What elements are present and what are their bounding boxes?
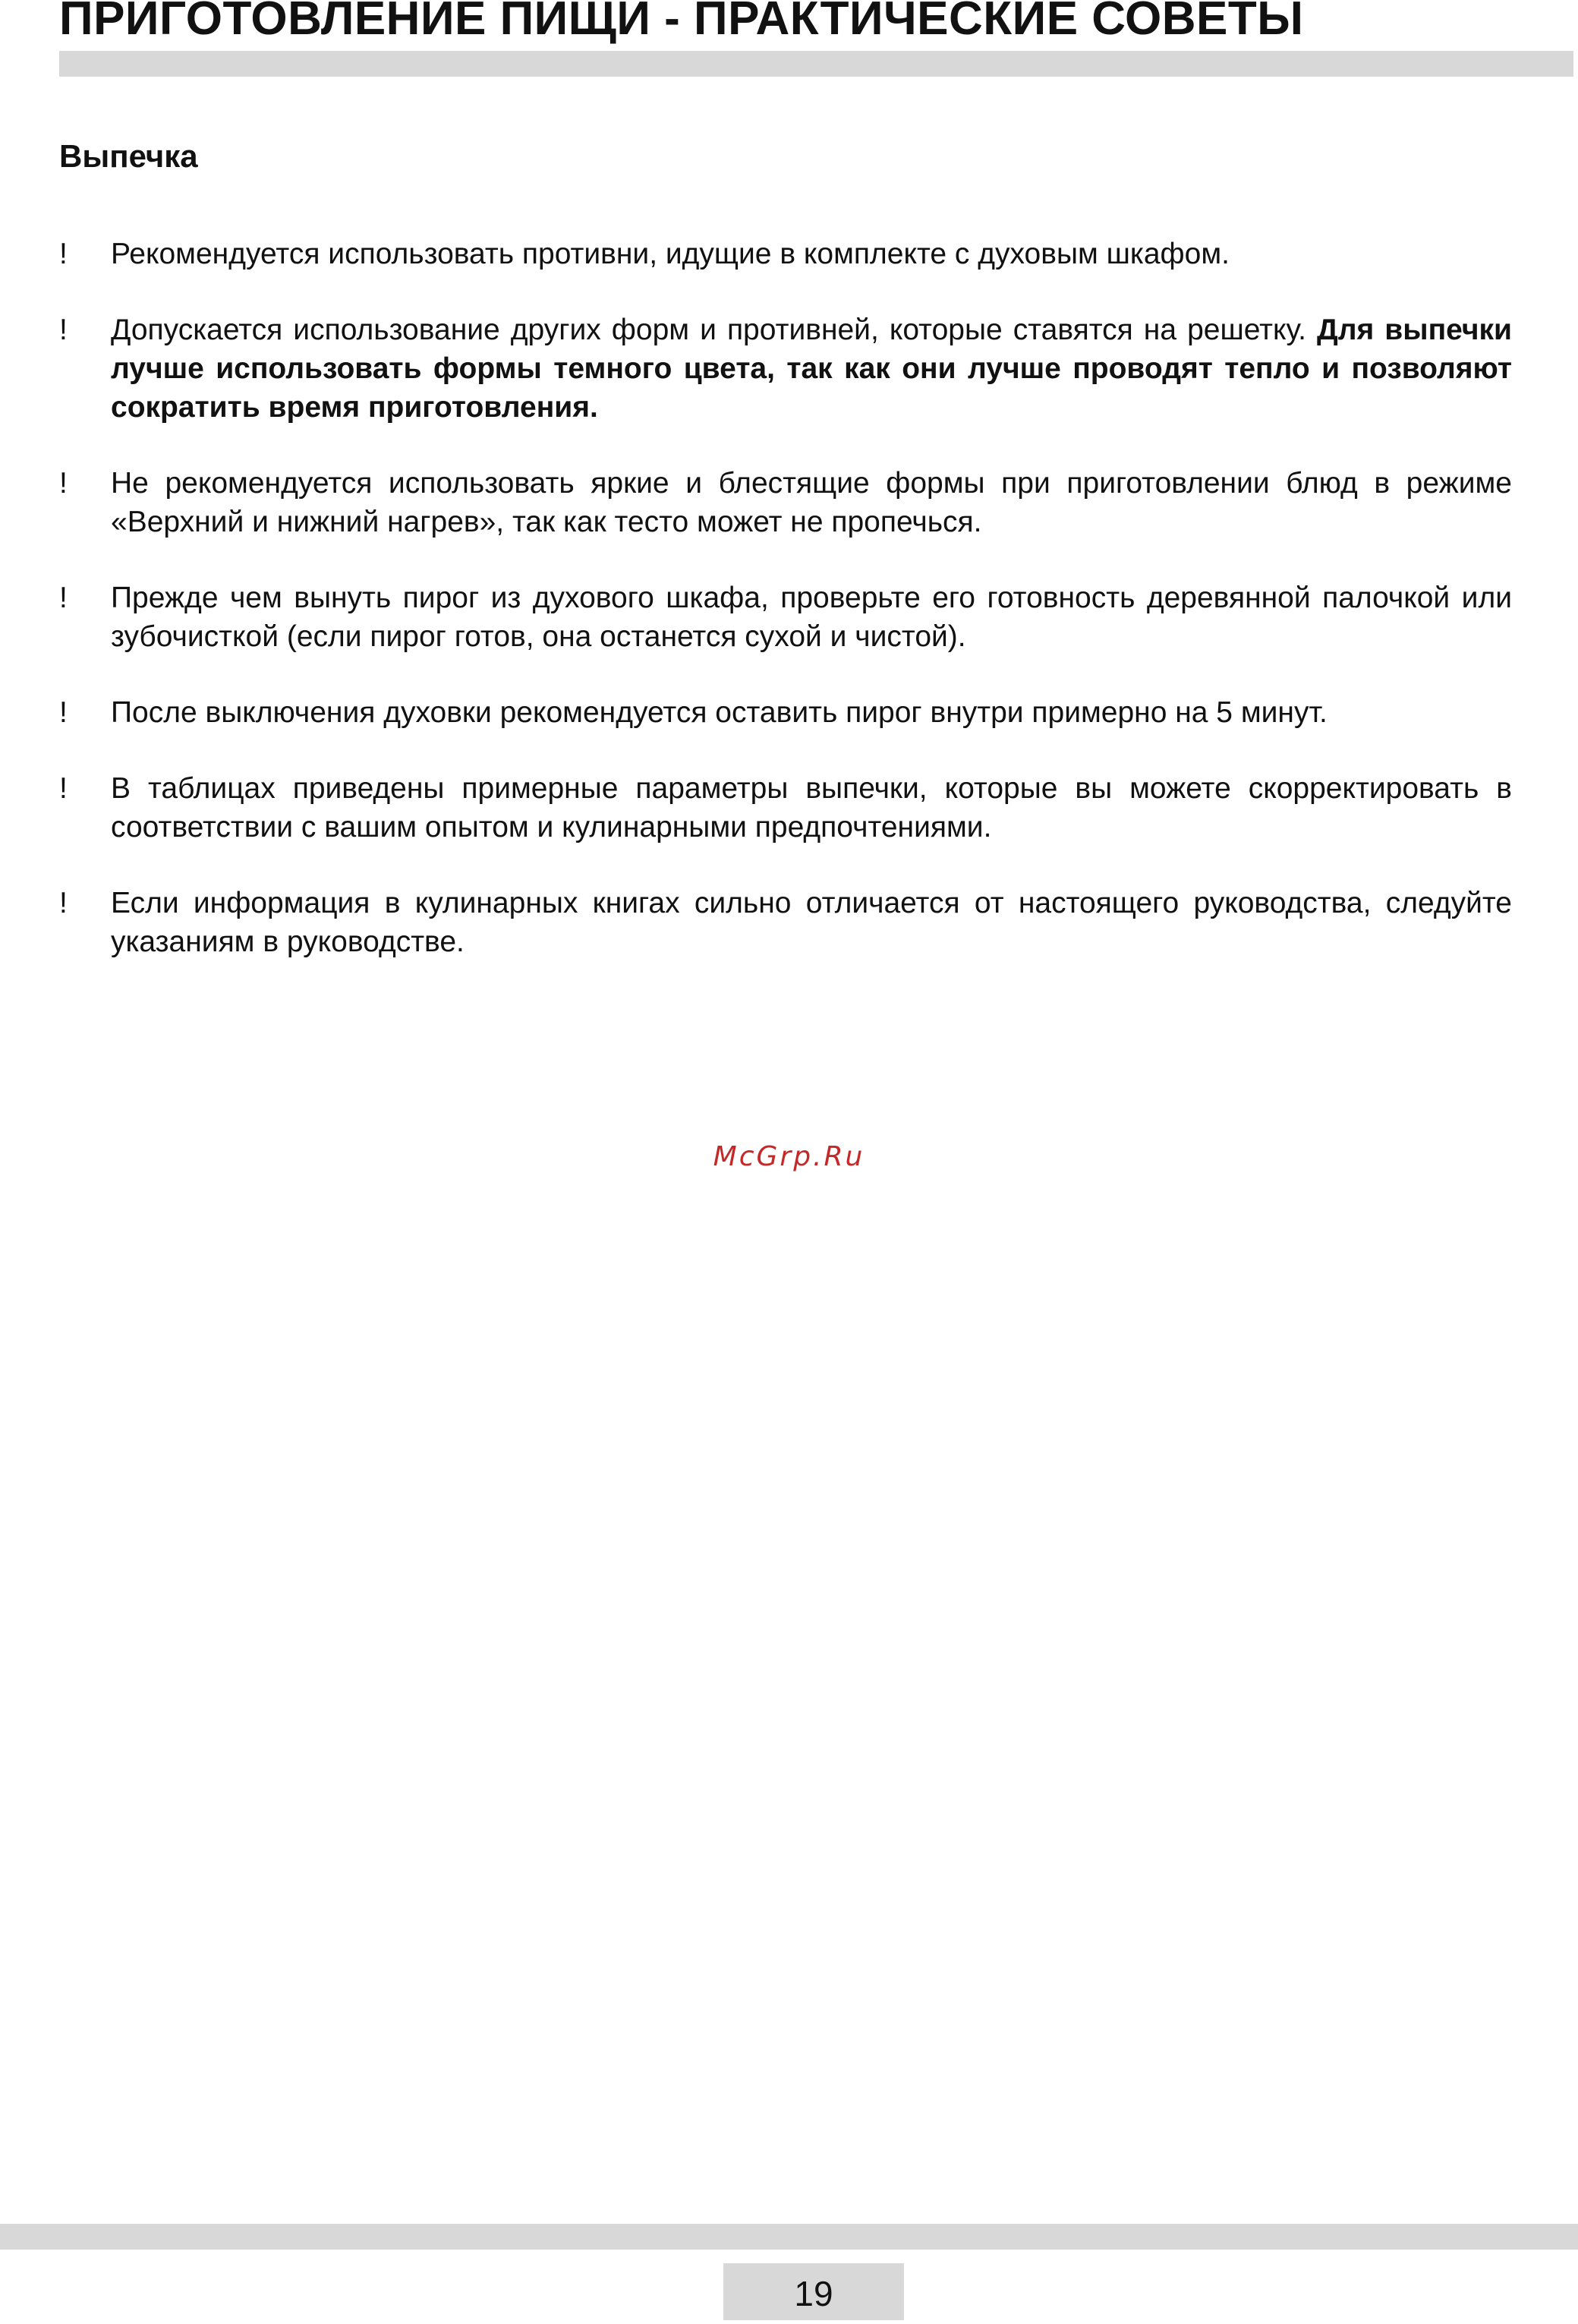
tip-item <box>59 693 1512 732</box>
tip-item <box>59 464 1512 541</box>
exclamation-marker: ! <box>59 887 68 919</box>
tip-text: В таблицах приведены примерные параметры выпечки, которые вы можете скорректировать в соответствии с вашим опытом и кулинарными предпочтениями. <box>111 772 1512 844</box>
exclamation-marker: ! <box>59 582 68 614</box>
tip-item <box>59 884 1512 961</box>
tip-text: Рекомендуется использовать противни, идущие в комплекте с духовым шкафом. <box>111 238 1230 270</box>
page-number: 19 <box>723 2263 904 2320</box>
tip-text: После выключения духовки рекомендуется оставить пирог внутри примерно на 5 минут. <box>111 696 1328 729</box>
tip-item <box>59 769 1512 847</box>
tip-bold-text: Для выпечки лучше использовать формы темного цвета, так как они лучше проводят тепло и позволяют сократить время приготовления. <box>111 314 1512 424</box>
title-underline-bar <box>59 51 1573 77</box>
tip-text: Допускается использование других форм и противней, которые ставятся на решетку. <box>111 314 1317 346</box>
tip-text: Если информация в кулинарных книгах сильно отличается от настоящего руководства, следуйте указаниям в руководстве. <box>111 887 1512 958</box>
page-title: ПРИГОТОВЛЕНИЕ ПИЩИ - ПРАКТИЧЕСКИЕ СОВЕТЫ <box>59 0 1304 45</box>
exclamation-marker: ! <box>59 467 68 500</box>
exclamation-marker: ! <box>59 314 68 346</box>
tip-item <box>59 579 1512 656</box>
tips-list <box>59 235 1512 998</box>
exclamation-marker: ! <box>59 696 68 729</box>
tip-item <box>59 235 1512 273</box>
exclamation-marker: ! <box>59 772 68 805</box>
exclamation-marker: ! <box>59 238 68 270</box>
tip-item <box>59 311 1512 427</box>
tip-text: Не рекомендуется использовать яркие и блестящие формы при приготовлении блюд в режиме «Верхний и нижний нагрев», так как тесто может не пропечься. <box>111 467 1512 538</box>
watermark-text: McGrp.Ru <box>713 1141 865 1172</box>
section-heading: Выпечка <box>59 138 198 174</box>
tip-text: Прежде чем вынуть пирог из духового шкафа, проверьте его готовность деревянной палочкой или зубочисткой (если пирог готов, она останется сухой и чистой). <box>111 582 1512 653</box>
footer-bar <box>0 2224 1578 2250</box>
